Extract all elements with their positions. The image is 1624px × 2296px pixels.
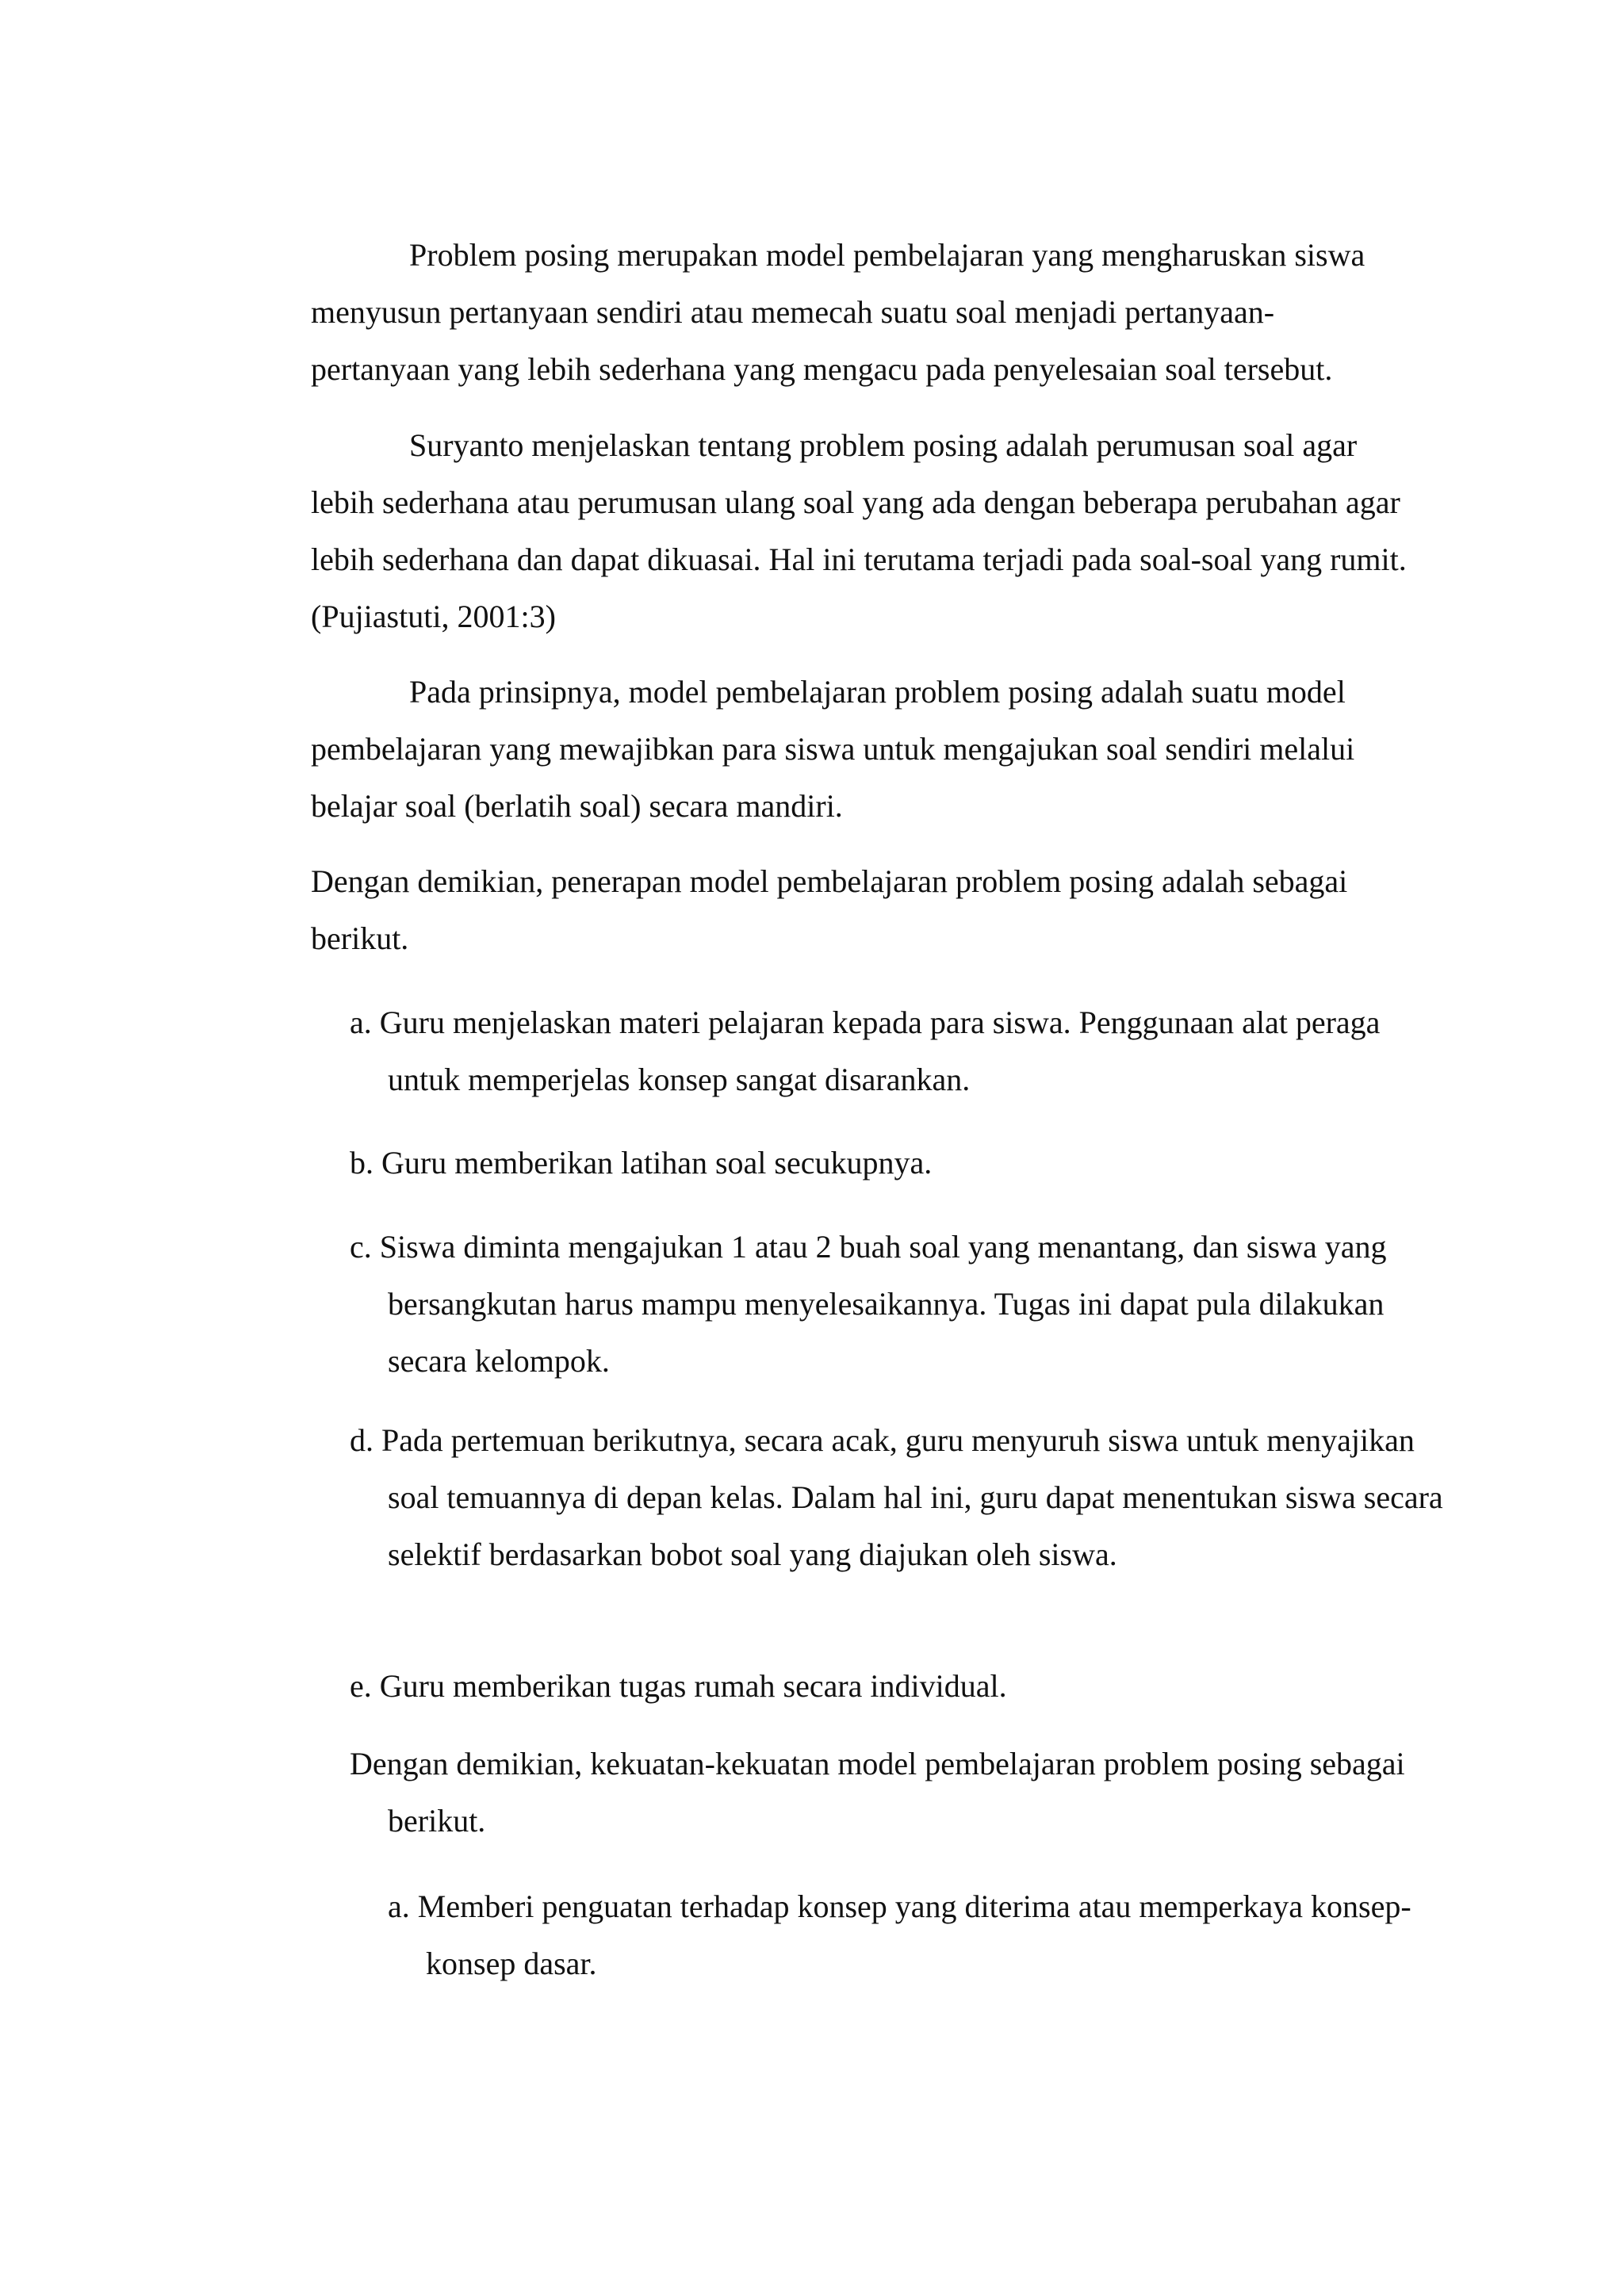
list-item	[350, 1658, 1450, 1715]
list-item-text: Guru memberikan latihan soal secukupnya.	[381, 1145, 933, 1181]
list-item-text: Pada pertemuan berikutnya, secara acak, guru menyuruh siswa untuk menyajikan soal temuannya di depan kelas. Dalam hal ini, guru dapat menentukan siswa secara selektif berdasarkan bobot soal yang diajukan oleh siswa.	[381, 1422, 1443, 1572]
list-item-text: Guru memberikan tugas rumah secara individual.	[379, 1668, 1007, 1704]
list-marker: d.	[350, 1422, 373, 1458]
list-marker: b.	[350, 1145, 373, 1181]
paragraph-application-intro: Dengan demikian, penerapan model pembelajaran problem posing adalah sebagai berikut.	[311, 863, 1348, 956]
paragraph-principle: Pada prinsipnya, model pembelajaran problem posing adalah suatu model pembelajaran yang mewajibkan para siswa untuk mengajukan soal sendiri melalui belajar soal (berlatih soal) secara mandiri.	[311, 674, 1355, 824]
list-marker: c.	[350, 1229, 372, 1265]
list-item-text: Memberi penguatan terhadap konsep yang diterima atau memperkaya konsep-konsep dasar.	[417, 1888, 1411, 1981]
list-item	[388, 1878, 1457, 1992]
list-item	[350, 1219, 1450, 1390]
list-item-text: Siswa diminta mengajukan 1 atau 2 buah soal yang menantang, dan siswa yang bersangkutan harus mampu menyelesaikannya. Tugas ini dapat pula dilakukan secara kelompok.	[379, 1229, 1387, 1379]
paragraph-strengths-intro: Dengan demikian, kekuatan-kekuatan model pembelajaran problem posing sebagai berikut.	[350, 1746, 1405, 1839]
list-item	[350, 1135, 1450, 1192]
paragraph-suryanto-explanation: Suryanto menjelaskan tentang problem posing adalah perumusan soal agar lebih sederhana atau perumusan ulang soal yang ada dengan beberapa perubahan agar lebih sederhana dan dapat dikuasai. Hal ini terutama terjadi pada soal-soal yang rumit. (Pujiastuti, 2001:3)	[311, 427, 1407, 634]
list-item	[350, 1412, 1450, 1583]
list-item-text: Guru menjelaskan materi pelajaran kepada para siswa. Penggunaan alat peraga untuk memperjelas konsep sangat disarankan.	[379, 1004, 1381, 1097]
list-item	[350, 994, 1450, 1108]
list-marker: a.	[388, 1888, 410, 1924]
list-marker: a.	[350, 1004, 372, 1040]
list-marker: e.	[350, 1668, 372, 1704]
paragraph-problem-posing-definition: Problem posing merupakan model pembelajaran yang mengharuskan siswa menyusun pertanyaan sendiri atau memecah suatu soal menjadi pertanyaan-pertanyaan yang lebih sederhana yang mengacu pada penyelesaian soal tersebut.	[311, 237, 1365, 387]
